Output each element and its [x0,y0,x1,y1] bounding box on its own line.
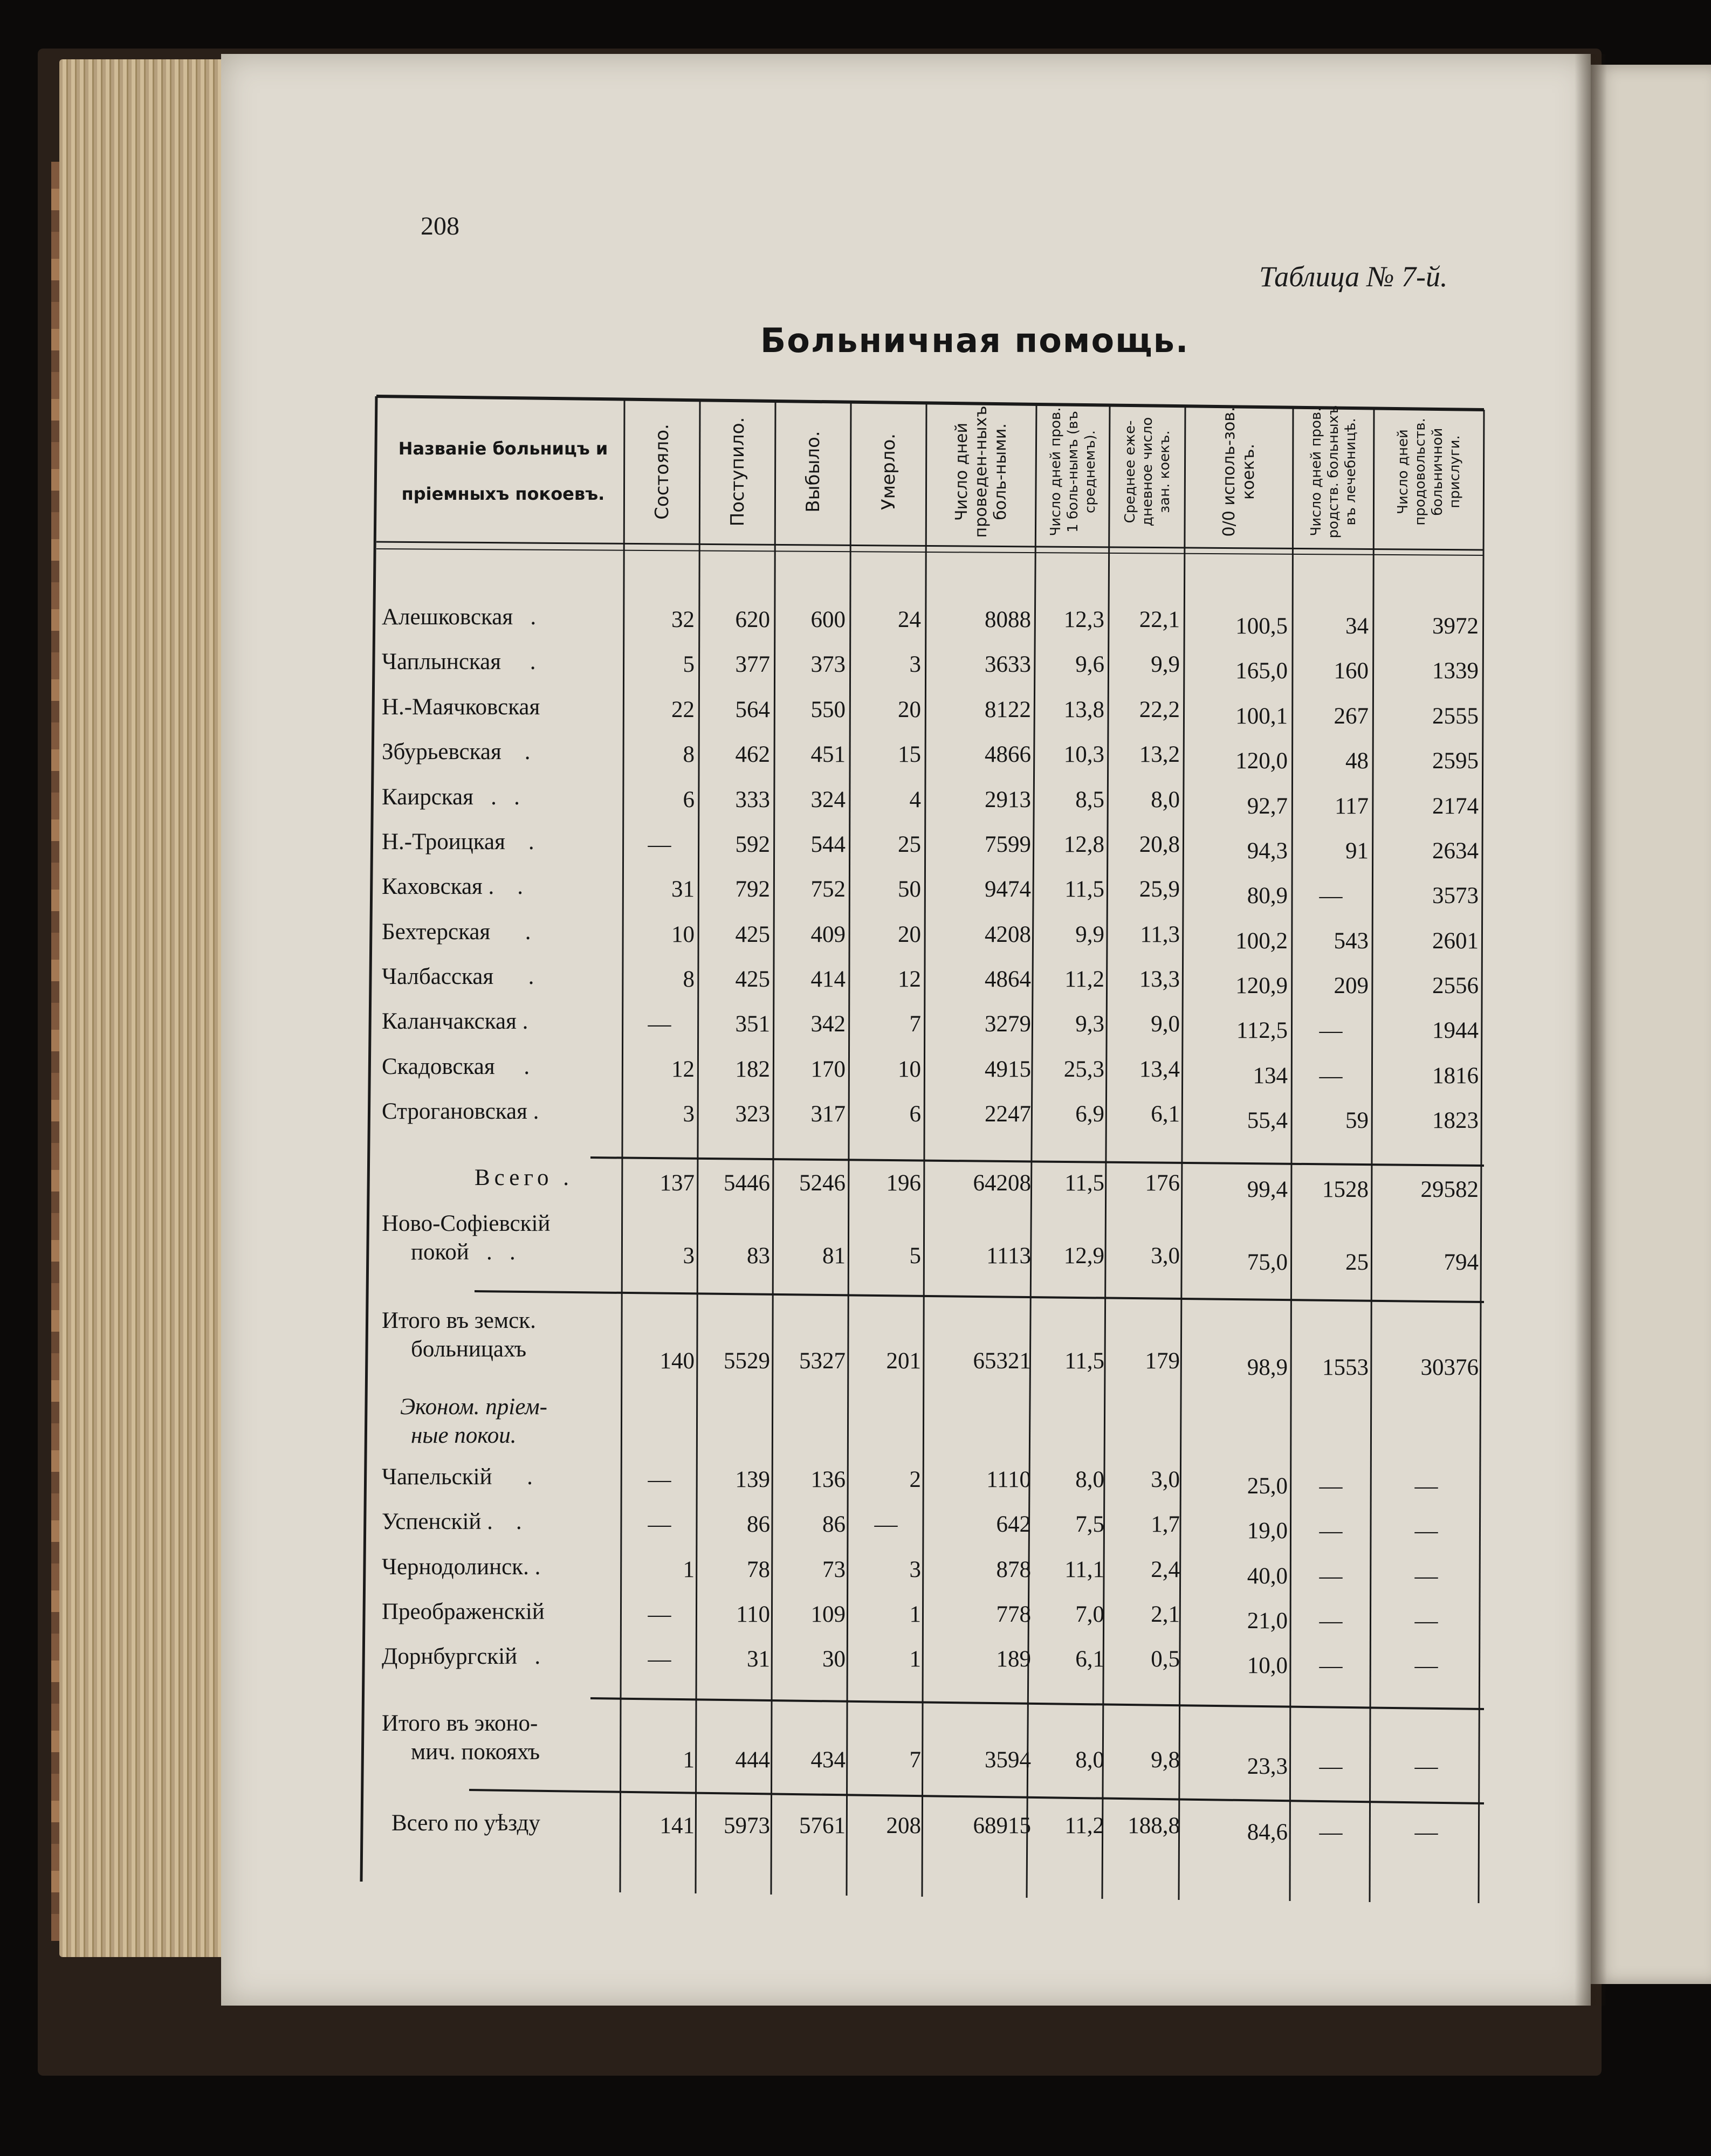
table-cell: — [1414,1653,1438,1678]
table-cell: 11,5 [1064,1170,1104,1196]
table-cell: 3279 [985,1011,1031,1037]
table-cell: 13,3 [1139,967,1180,992]
table-cell: 189 [996,1647,1031,1672]
table-cell: 9,3 [1075,1011,1104,1037]
column-header: 0/0 исполь-зов. коекъ. [1220,407,1258,537]
table-cell: 778 [996,1602,1031,1627]
row-label: мич. покояхъ [411,1739,540,1765]
table-cell: — [1319,1608,1343,1634]
table-cell: 59 [1345,1108,1369,1133]
table-cell: 4 [909,787,921,812]
table-cell: 134 [1253,1063,1288,1089]
table-cell: 25,0 [1247,1473,1288,1499]
table-cell: 6,1 [1151,1101,1180,1127]
table-cell: 620 [735,607,770,632]
table-cell: 73 [822,1557,846,1582]
table-cell: 5 [909,1243,921,1269]
table-cell: 3,0 [1151,1243,1180,1269]
table-cell: 11,5 [1064,1348,1104,1374]
table-cell: 25,3 [1063,1057,1104,1082]
table-cell: 9474 [985,877,1031,902]
table-cell: 6,9 [1075,1101,1104,1127]
table-cell: 7 [909,1747,921,1773]
table-cell: 878 [996,1557,1031,1582]
table-cell: — [1319,1473,1343,1499]
table-cell: 141 [659,1813,695,1838]
table-cell: 109 [810,1602,846,1627]
table-cell: 68915 [973,1813,1031,1838]
table-cell: 22,1 [1139,607,1180,632]
table-cell: 9,6 [1075,652,1104,677]
table-cell: 7599 [985,832,1031,857]
table-cell: 137 [659,1170,695,1196]
table-cell: — [648,1467,671,1492]
row-label: Скадовская . [382,1054,530,1079]
column-header: Число дней продовольств. больничной прислуги. [1395,418,1463,526]
column-header: Состояло. [651,424,673,520]
row-label: Каховская . . [382,874,524,899]
table-cell: 10 [898,1057,921,1082]
row-label: Итого въ земск. [382,1308,536,1333]
table-cell: 1553 [1322,1355,1369,1380]
table-cell: 12 [671,1057,695,1082]
row-label: Ново-Софіевскій [382,1211,551,1236]
table-cell: 3972 [1432,614,1479,639]
table-cell: 65321 [973,1348,1031,1374]
row-label: больницахъ [411,1337,527,1362]
table-cell: 1 [683,1747,695,1773]
row-label: Чалбасская . [382,964,534,989]
table-cell: 160 [1334,658,1369,684]
table-cell: 6 [683,787,695,812]
table-cell: 7 [909,1011,921,1037]
table-cell: 9,0 [1151,1011,1180,1037]
table-cell: 8,5 [1075,787,1104,812]
table-cell: 179 [1145,1348,1180,1374]
table-cell: 3 [683,1101,695,1127]
column-header: Поступило. [727,417,748,527]
table-cell: 1113 [986,1243,1031,1269]
table-cell: 377 [735,652,770,677]
table-cell: 1 [909,1602,921,1627]
table-cell: 12,3 [1063,607,1104,632]
table-cell: 11,2 [1064,1813,1104,1838]
column-header: Число дней пров. родств. больныхъ въ лечебницѣ. [1308,405,1359,539]
row-label: Строгановская . [382,1099,539,1124]
table-cell: 83 [747,1243,770,1269]
table-cell: — [1319,883,1343,908]
table-cell: 13,2 [1139,742,1180,767]
table-cell: 10,3 [1063,742,1104,767]
row-label: Чернодолинск. . [382,1554,541,1580]
table-cell: 8,0 [1075,1467,1104,1492]
table-cell: 13,4 [1139,1057,1180,1082]
table-cell: 550 [810,697,846,722]
table-cell: 434 [810,1747,846,1773]
table-cell: 3633 [985,652,1031,677]
table-cell: 209 [1334,973,1369,998]
table-cell: 5327 [799,1348,846,1374]
table-cell: 9,8 [1151,1747,1180,1773]
table-cell: 25,9 [1139,877,1180,902]
table-cell: 5246 [799,1170,846,1196]
table-cell: — [874,1512,898,1537]
table-cell: 176 [1145,1170,1180,1196]
table-cell: 75,0 [1247,1250,1288,1275]
table-cell: 99,4 [1247,1177,1288,1202]
table-cell: 2556 [1432,973,1479,998]
table-cell: 170 [810,1057,846,1082]
table-cell: 323 [735,1101,770,1127]
table-cell: 3,0 [1151,1467,1180,1492]
table-cell: 444 [735,1747,770,1773]
table-cell: 15 [898,742,921,767]
row-label: Бехтерская . [382,919,531,945]
row-label: Дорнбургскій . [382,1644,541,1669]
table-cell: 324 [810,787,846,812]
table-cell: 425 [735,967,770,992]
table-cell: 2913 [985,787,1031,812]
table-cell: 4864 [985,967,1031,992]
row-label: Каланчакская . [382,1009,528,1034]
table-cell: 1 [909,1647,921,1672]
table-cell: 91 [1345,838,1369,864]
table-cell: 373 [810,652,846,677]
table-cell: 20 [898,922,921,947]
table-cell: 40,0 [1247,1563,1288,1589]
table-cell: 23,3 [1247,1754,1288,1779]
table-cell: — [648,832,671,857]
table-cell: — [1414,1820,1438,1845]
table-cell: — [1414,1563,1438,1589]
table-cell: 8,0 [1075,1747,1104,1773]
table-cell: 64208 [973,1170,1031,1196]
table-cell: 12,9 [1063,1243,1104,1269]
table-cell: 8122 [985,697,1031,722]
table-cell: 3 [683,1243,695,1269]
table-cell: — [648,1647,671,1672]
facing-page [1591,65,1711,1984]
column-header: Умерло. [878,433,899,511]
table-cell: 8 [683,742,695,767]
table-cell: 98,9 [1247,1355,1288,1380]
row-label: Преображенскій [382,1599,545,1624]
table-cell: 31 [747,1647,770,1672]
table-cell: 94,3 [1247,838,1288,864]
table-cell: 12 [898,967,921,992]
table-cell: 10 [671,922,695,947]
table-cell: 451 [810,742,846,767]
table-cell: 425 [735,922,770,947]
table-cell: 29582 [1420,1177,1479,1202]
table-cell: 1823 [1432,1108,1479,1133]
table-cell: 9,9 [1151,652,1180,677]
table-cell: — [1414,1754,1438,1779]
table-cell: 8 [683,967,695,992]
row-label: Всего по уѣзду [391,1810,540,1836]
table-cell: 267 [1334,704,1369,729]
table-cell: 8,0 [1151,787,1180,812]
table-cell: 5446 [724,1170,770,1196]
table-cell: 1944 [1432,1018,1479,1043]
table-cell: 78 [747,1557,770,1582]
table-cell: 100,1 [1235,704,1288,729]
table-cell: 165,0 [1235,658,1288,684]
column-header: Число дней пров. 1 боль-нымъ (въ среднемъ). [1048,407,1098,536]
row-label: Итого въ эконо- [382,1711,538,1736]
table-cell: 24 [898,607,921,632]
table-cell: 543 [1334,928,1369,954]
table-cell: 188,8 [1128,1813,1180,1838]
table-cell: 642 [996,1512,1031,1537]
row-label: Чаплынская . [382,649,536,674]
table-cell: 752 [810,877,846,902]
table-cell: 5761 [799,1813,846,1838]
column-header: Число дней проведен-ныхъ боль-ными. [952,405,1010,538]
table-cell: 2,1 [1151,1602,1180,1627]
row-label: Всего . [475,1165,573,1190]
table-cell: 3594 [985,1747,1031,1773]
table-cell: 208 [886,1813,921,1838]
table-cell: 11,3 [1140,922,1180,947]
table-cell: 1528 [1322,1177,1369,1202]
table-cell: 2,4 [1151,1557,1180,1582]
page-edges [59,59,237,1957]
table-cell: 462 [735,742,770,767]
table-cell: — [1319,1653,1343,1678]
table-cell: 81 [822,1243,846,1269]
table-cell: 2634 [1432,838,1479,864]
table-cell: 110 [736,1602,770,1627]
table-cell: — [1319,1518,1343,1544]
table-cell: 333 [735,787,770,812]
table-cell: 2555 [1432,704,1479,729]
table-cell: 86 [747,1512,770,1537]
column-header: Выбыло. [802,431,824,513]
table-cell: 25 [1345,1250,1369,1275]
row-label: Алешковская . [382,604,537,630]
table-cell: 139 [735,1467,770,1492]
table-cell: 100,2 [1235,928,1288,954]
row-label: ные покои. [411,1423,517,1448]
table-cell: — [1414,1473,1438,1499]
table-cell: 8088 [985,607,1031,632]
row-label: Каирская . . [382,784,520,810]
table-cell: 414 [810,967,846,992]
row-label: Н.-Маячковская [382,694,540,720]
table-cell: 55,4 [1247,1108,1288,1133]
table-cell: 4915 [985,1057,1031,1082]
table-cell: 112,5 [1236,1018,1288,1043]
table-cell: 34 [1345,614,1369,639]
table-cell: 351 [735,1011,770,1037]
table-cell: 86 [822,1512,846,1537]
column-header: Среднее еже-дневное число зан. коекъ. [1122,417,1173,527]
table-cell: 2595 [1432,748,1479,774]
table-cell: 3 [909,652,921,677]
table-cell: 6 [909,1101,921,1127]
table-cell: 31 [671,877,695,902]
table-cell: — [648,1011,671,1037]
table-cell: 92,7 [1247,794,1288,819]
table-cell: 117 [1335,794,1369,819]
table-cell: — [1414,1518,1438,1544]
page-number: 208 [421,212,459,240]
table-cell: 5973 [724,1813,770,1838]
table-cell: — [648,1512,671,1537]
row-label: Збурьевская . [382,739,531,764]
table-cell: 2 [909,1467,921,1492]
table-cell: 1,7 [1151,1512,1180,1537]
table-cell: 1 [683,1557,695,1582]
row-label: Чапельскій . [382,1464,533,1490]
table-cell: 196 [886,1170,921,1196]
table-cell: 9,9 [1075,922,1104,947]
table-cell: 140 [659,1348,695,1374]
row-label: покой . . [411,1239,516,1265]
header-name-column: Названіе больницъ и пріемныхъ покоевъ. [398,438,608,504]
table-cell: — [1319,1063,1343,1089]
table-cell: 21,0 [1247,1608,1288,1634]
table-cell: 4208 [985,922,1031,947]
table-cell: 3 [909,1557,921,1582]
table-cell: 2174 [1432,794,1479,819]
table-cell: 794 [1444,1250,1479,1275]
table-cell: 792 [735,877,770,902]
table-cell: — [1319,1820,1343,1845]
row-label: Н.-Троицкая . [382,829,534,855]
table-cell: 25 [898,832,921,857]
table-cell: 2601 [1432,928,1479,954]
table-cell: 1816 [1432,1063,1479,1089]
table-cell: 5 [683,652,695,677]
table-cell: 1110 [986,1467,1031,1492]
table-cell: 50 [898,877,921,902]
table-cell: 20,8 [1139,832,1180,857]
table-cell: 4866 [985,742,1031,767]
table-cell: 544 [810,832,846,857]
table-cell: 0,5 [1151,1647,1180,1672]
table-cell: 11,1 [1064,1557,1104,1582]
table-cell: 120,9 [1235,973,1288,998]
table-cell: 6,1 [1075,1647,1104,1672]
row-label: Эконом. пріем- [400,1394,547,1420]
table-cell: 3573 [1432,883,1479,908]
table-cell: 30376 [1420,1355,1479,1380]
table-cell: 12,8 [1063,832,1104,857]
table-cell: 564 [735,697,770,722]
table-label: Таблица № 7-й. [1259,260,1448,293]
row-label: Успенскій . . [382,1509,522,1534]
table-cell: 592 [735,832,770,857]
table-cell: 11,5 [1064,877,1104,902]
page-title: Больничная помощь. [760,321,1190,360]
table-cell: 32 [671,607,695,632]
table-cell: — [1414,1608,1438,1634]
table-cell: 2247 [985,1101,1031,1127]
book-gutter [1575,54,1607,2006]
table-cell: 7,0 [1075,1602,1104,1627]
table-cell: 20 [898,697,921,722]
table-cell: 136 [810,1467,846,1492]
table-cell: 22 [671,697,695,722]
table-cell: 120,0 [1235,748,1288,774]
table-cell: 11,2 [1064,967,1104,992]
table-cell: 84,6 [1247,1820,1288,1845]
table-cell: 13,8 [1063,697,1104,722]
table-cell: 10,0 [1247,1653,1288,1678]
table-cell: 19,0 [1247,1518,1288,1544]
table-cell: 600 [810,607,846,632]
table-cell: 182 [735,1057,770,1082]
table-cell: 22,2 [1139,697,1180,722]
table-cell: 7,5 [1075,1512,1104,1537]
table-cell: 342 [810,1011,846,1037]
table-cell: 30 [822,1647,846,1672]
table-cell: 317 [810,1101,846,1127]
table-cell: 5529 [724,1348,770,1374]
table-cell: 409 [810,922,846,947]
table-cell: 100,5 [1235,614,1288,639]
table-cell: 201 [886,1348,921,1374]
table-cell: — [1319,1018,1343,1043]
table-cell: 48 [1345,748,1369,774]
table-cell: 80,9 [1247,883,1288,908]
table-cell: — [1319,1563,1343,1589]
table-cell: 1339 [1432,658,1479,684]
table-cell: — [648,1602,671,1627]
table-cell: — [1319,1754,1343,1779]
